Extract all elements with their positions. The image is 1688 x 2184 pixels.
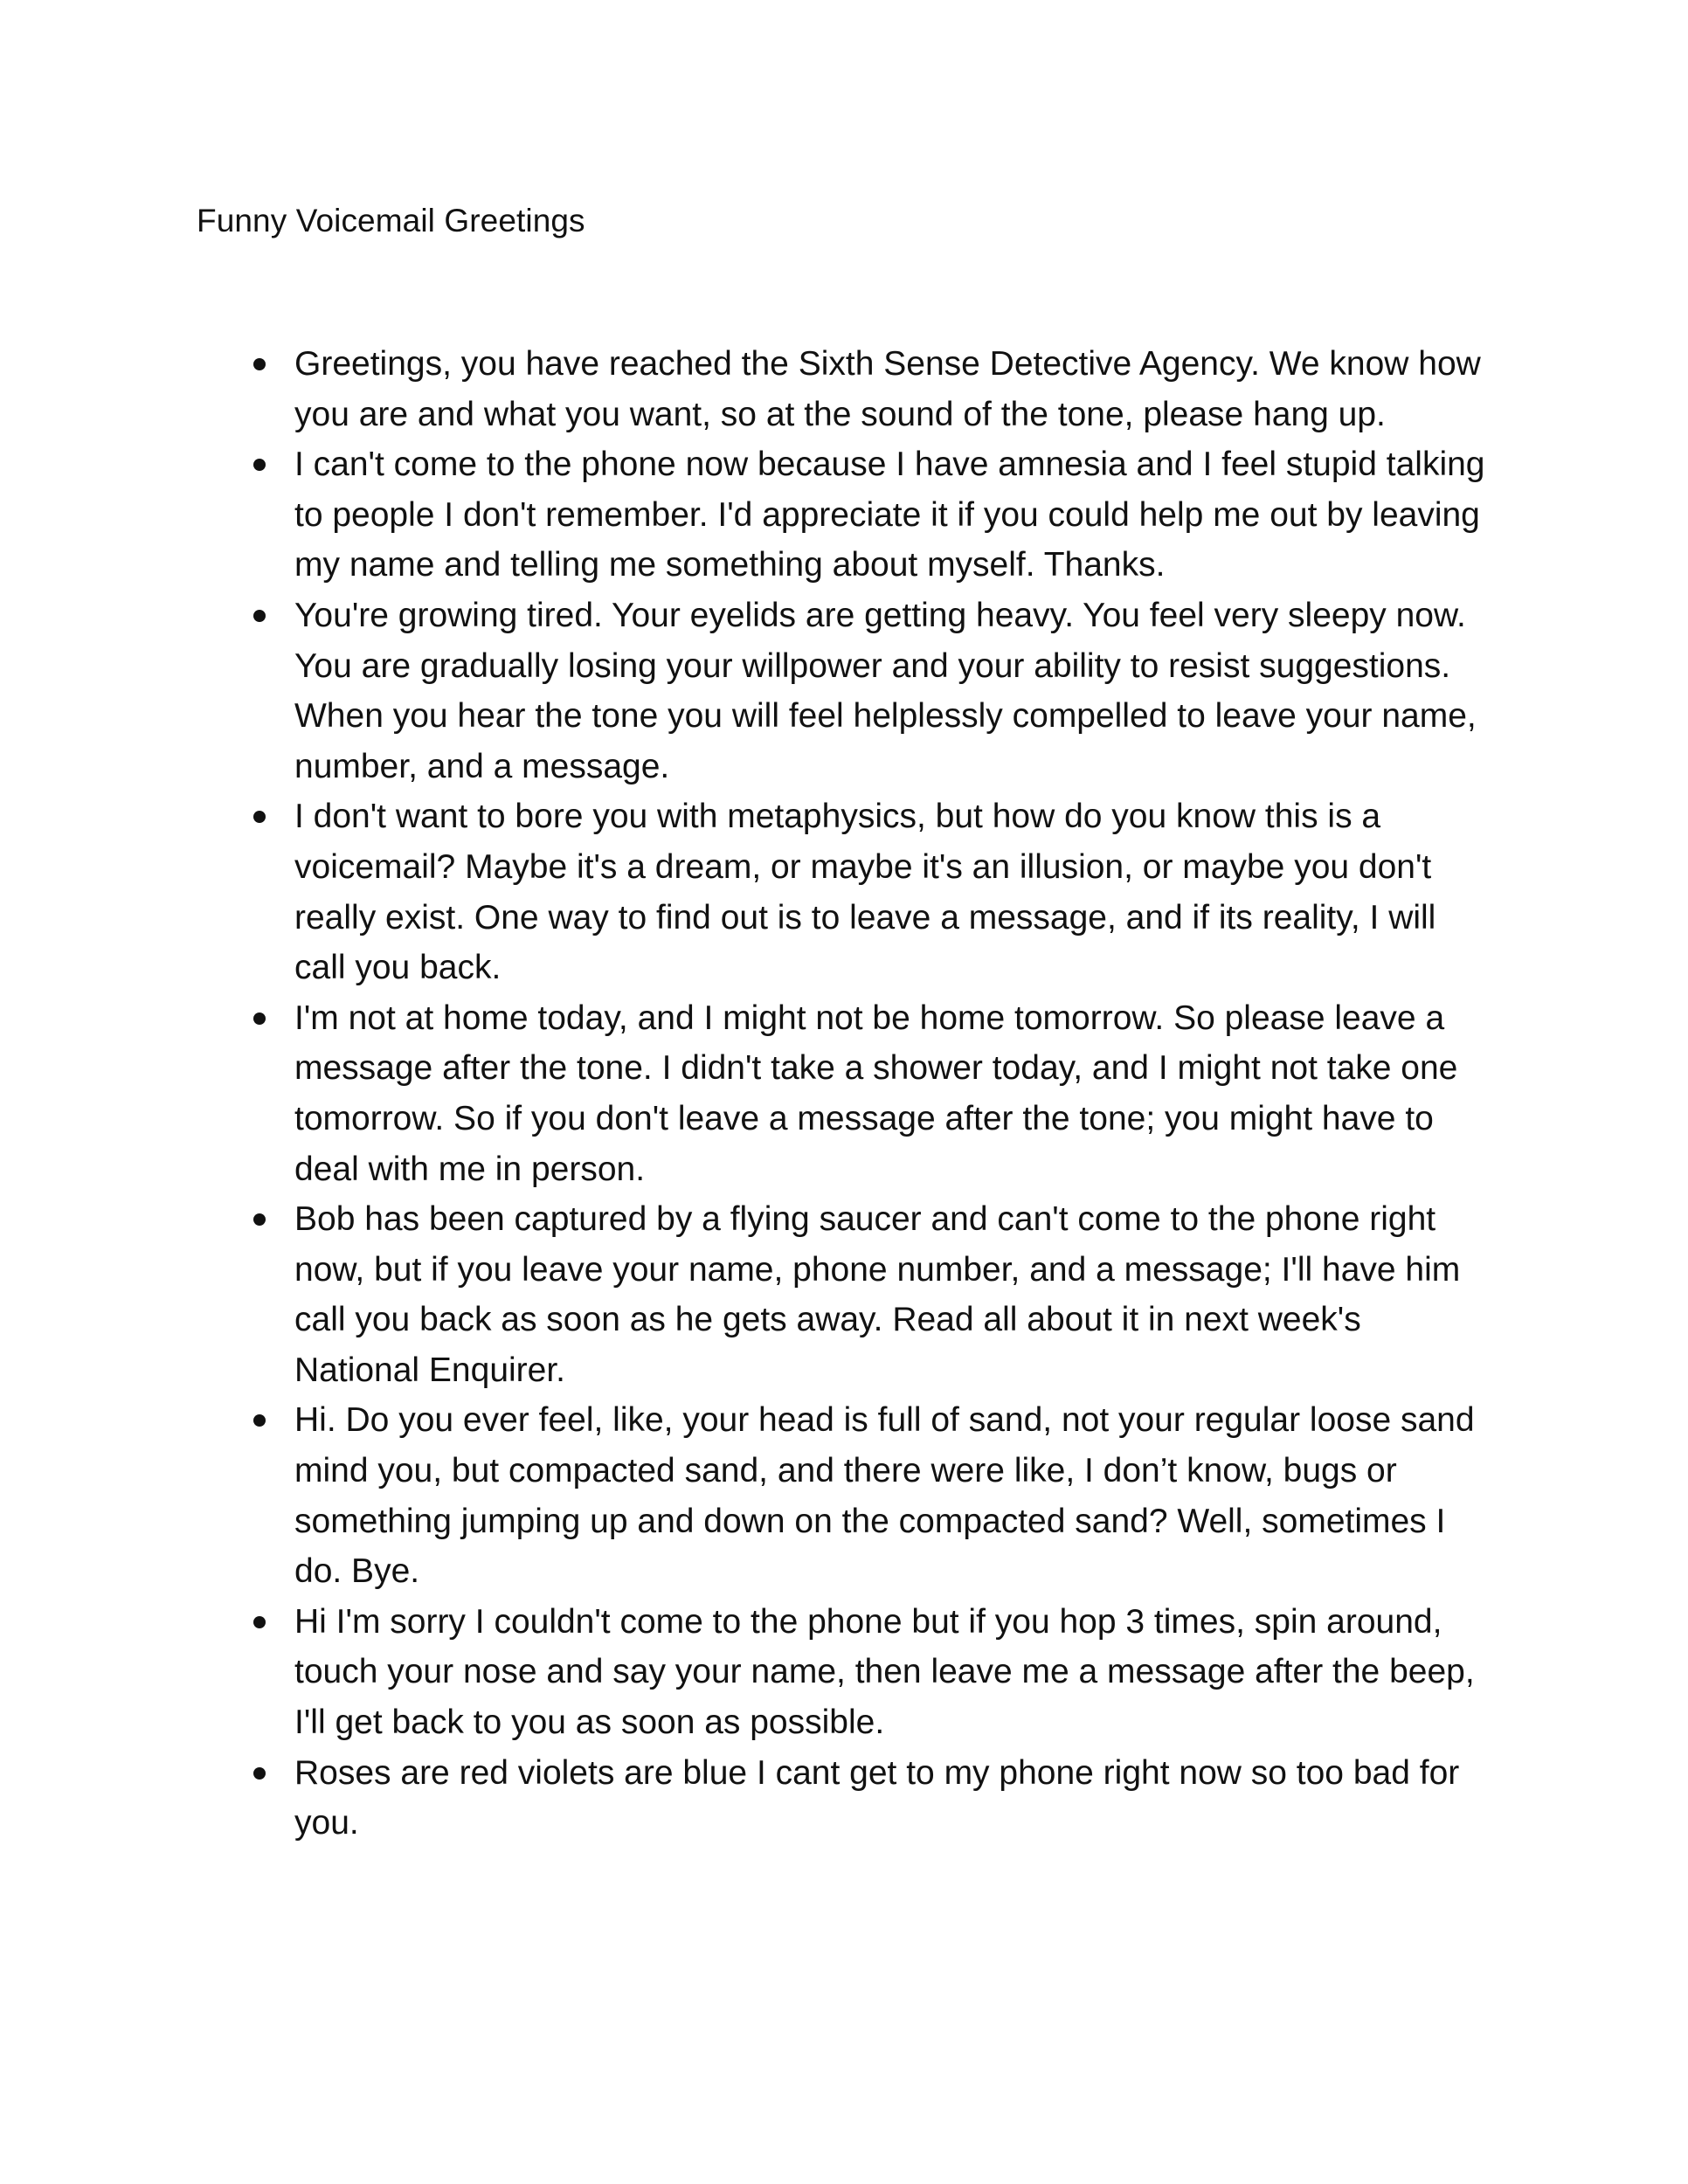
greeting-text: Hi I'm sorry I couldn't come to the phone but if you hop 3 times, spin around, touch your nose and say your name, then leave me a message after the beep, I'll get back to you as soon as possible. xyxy=(294,1602,1475,1742)
greeting-list xyxy=(0,339,1688,1849)
greeting-text: Greetings, you have reached the Sixth Sense Detective Agency. We know how you are and what you want, so at the sound of the tone, please hang up. xyxy=(294,345,1481,433)
greeting-text: I can't come to the phone now because I have amnesia and I feel stupid talking to people I don't remember. I'd appreciate it if you could help me out by leaving my name and telling me something about myself. Thanks. xyxy=(294,446,1485,584)
list-item xyxy=(294,591,1487,791)
list-item xyxy=(294,1748,1487,1849)
greeting-text: Bob has been captured by a flying saucer and can't come to the phone right now, but if you leave your name, phone number, and a message; I'll have him call you back as soon as he gets away. Read all about it in next week's National Enquirer. xyxy=(294,1200,1461,1389)
list-item xyxy=(294,993,1487,1194)
list-item xyxy=(294,339,1487,439)
list-item xyxy=(294,439,1487,591)
list-item xyxy=(294,1194,1487,1395)
bullet-icon xyxy=(253,610,266,622)
list-item xyxy=(294,791,1487,992)
bullet-icon xyxy=(253,459,266,471)
greeting-text: Hi. Do you ever feel, like, your head is full of sand, not your regular loose sand mind you, but compacted sand, and there were like, I don’t know, bugs or something jumping up and down on the compacted sand? Well, sometimes I do. Bye. xyxy=(294,1401,1475,1591)
list-item xyxy=(294,1395,1487,1596)
document-title: Funny Voicemail Greetings xyxy=(197,203,585,238)
greeting-text: I'm not at home today, and I might not be home tomorrow. So please leave a message after the tone. I didn't take a shower today, and I might not take one tomorrow. So if you don't leave a message after the tone; you might have to deal with me in person. xyxy=(294,999,1458,1188)
bullet-icon xyxy=(253,1013,266,1025)
greeting-text: I don't want to bore you with metaphysics, but how do you know this is a voicemail? Maybe it's a dream, or maybe it's an illusion, or maybe you don't really exist. One way to find out is to leave a message, and if its reality, I will call you back. xyxy=(294,798,1436,987)
list-item xyxy=(294,1597,1487,1748)
bullet-icon xyxy=(253,1767,266,1780)
greeting-text: You're growing tired. Your eyelids are getting heavy. You feel very sleepy now. You are gradually losing your willpower and your ability to resist suggestions. When you hear the tone you will feel helplessly compelled to leave your name, number, and a message. xyxy=(294,596,1477,785)
greeting-text: Roses are red violets are blue I cant get to my phone right now so too bad for you. xyxy=(294,1753,1460,1842)
bullet-icon xyxy=(253,1414,266,1427)
bullet-icon xyxy=(253,1616,266,1628)
bullet-icon xyxy=(253,811,266,823)
bullet-icon xyxy=(253,1213,266,1226)
bullet-icon xyxy=(253,358,266,370)
